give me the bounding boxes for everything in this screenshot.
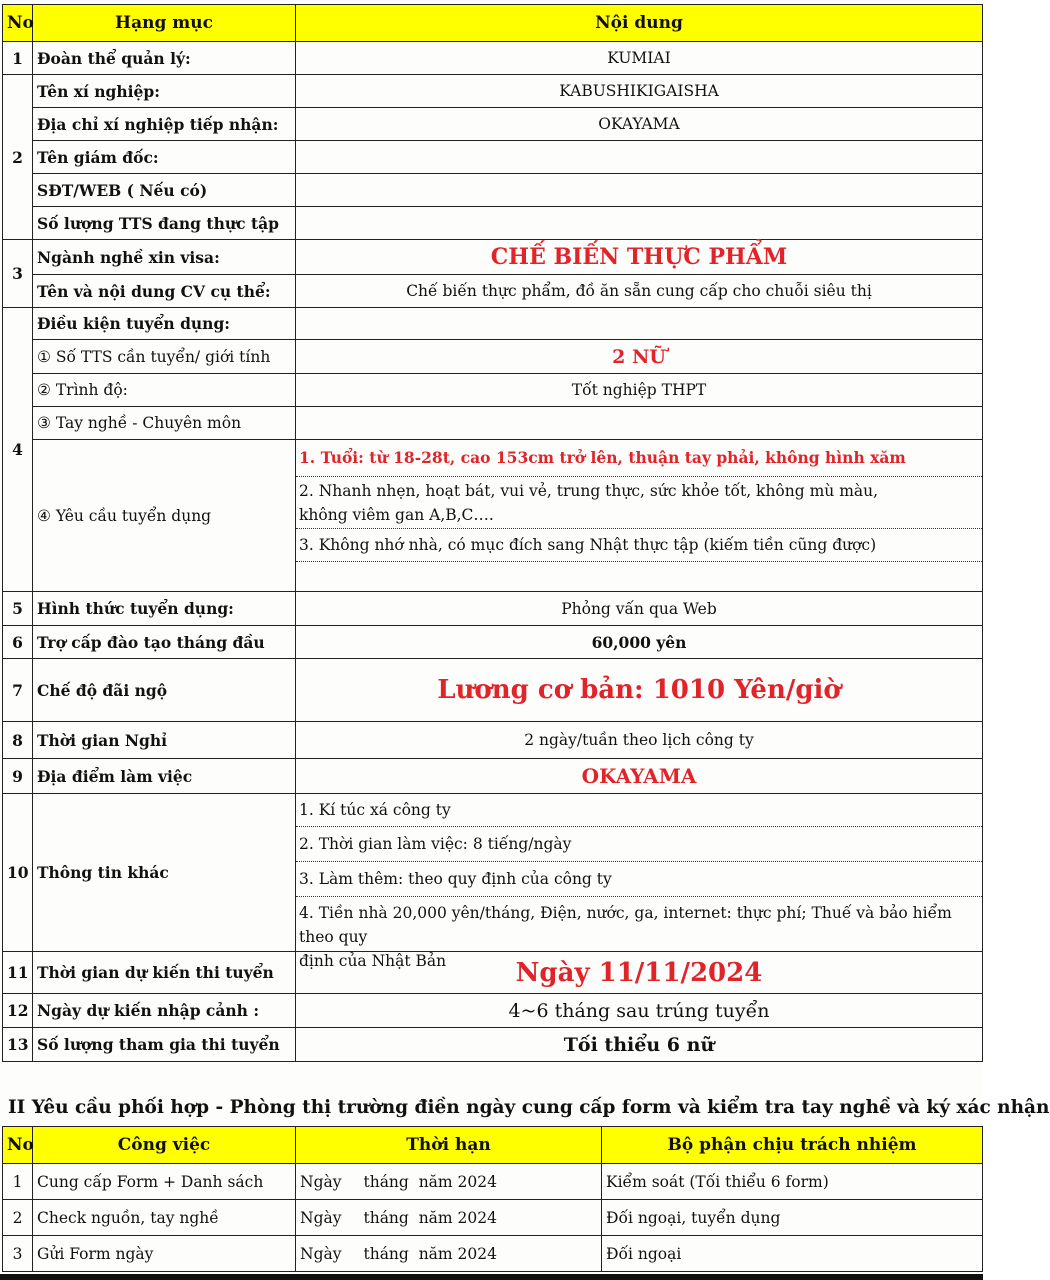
row-number: 1 bbox=[3, 42, 33, 75]
table-row bbox=[3, 308, 983, 340]
row-label: Địa điểm làm việc bbox=[33, 759, 296, 794]
row-label: Chế độ đãi ngộ bbox=[33, 659, 296, 722]
requirement-line: 1. Tuổi: từ 18-28t, cao 153cm trở lên, thuận tay phải, không hình xăm bbox=[296, 440, 982, 477]
coordination-table bbox=[2, 1126, 983, 1272]
row-number: 5 bbox=[3, 592, 33, 626]
requirement-line bbox=[296, 477, 982, 529]
row-value: KABUSHIKIGAISHA bbox=[296, 75, 983, 108]
row-number: 4 bbox=[3, 308, 33, 592]
table-row bbox=[3, 952, 983, 994]
header-department: Bộ phận chịu trách nhiệm bbox=[602, 1127, 983, 1164]
table-row bbox=[3, 722, 983, 759]
table-row bbox=[3, 207, 983, 240]
row-label: ① Số TTS cần tuyển/ giới tính bbox=[33, 340, 296, 374]
header-no: No bbox=[3, 1127, 33, 1164]
table-header-row bbox=[3, 1127, 983, 1164]
row-value: Phỏng vấn qua Web bbox=[296, 592, 983, 626]
year-label: năm 2024 bbox=[418, 1172, 497, 1191]
table-row bbox=[3, 240, 983, 275]
header-content: Nội dung bbox=[296, 5, 983, 42]
workplace-value: OKAYAMA bbox=[296, 759, 983, 794]
row-value bbox=[296, 207, 983, 240]
table-row bbox=[3, 407, 983, 440]
row-value bbox=[296, 407, 983, 440]
visa-occupation-value: CHẾ BIẾN THỰC PHẨM bbox=[296, 240, 983, 275]
row-number: 6 bbox=[3, 626, 33, 659]
row-label: Đoàn thể quản lý: bbox=[33, 42, 296, 75]
table-header-row bbox=[3, 5, 983, 42]
info-text: định của Nhật Bản bbox=[299, 952, 447, 970]
row-number: 1 bbox=[3, 1164, 33, 1200]
table-row bbox=[3, 1236, 983, 1272]
info-line: 2. Thời gian làm việc: 8 tiếng/ngày bbox=[296, 827, 982, 862]
row-label: Ngành nghề xin visa: bbox=[33, 240, 296, 275]
row-value: 4~6 tháng sau trúng tuyển bbox=[296, 994, 983, 1028]
row-number: 2 bbox=[3, 1200, 33, 1236]
requirement-text: 2. Nhanh nhẹn, hoạt bát, vui vẻ, trung thực, sức khỏe tốt, không mù màu, bbox=[299, 482, 879, 500]
exam-date-value: Ngày 11/11/2024 bbox=[296, 952, 983, 994]
section-2-title: II Yêu cầu phối hợp - Phòng thị trường điền ngày cung cấp form và kiểm tra tay nghề và ký xác nhận bbox=[8, 1097, 1050, 1118]
table-row bbox=[3, 794, 983, 952]
info-line: 3. Làm thêm: theo quy định của công ty bbox=[296, 862, 982, 897]
row-value: Tốt nghiệp THPT bbox=[296, 374, 983, 407]
day-label: Ngày bbox=[300, 1208, 342, 1227]
other-info-cell bbox=[296, 794, 983, 970]
row-label: Số lượng TTS đang thực tập bbox=[33, 207, 296, 240]
row-number: 2 bbox=[3, 75, 33, 240]
info-line bbox=[296, 897, 982, 970]
salary-value: Lương cơ bản: 1010 Yên/giờ bbox=[296, 659, 983, 722]
table-row bbox=[3, 592, 983, 626]
month-label: tháng bbox=[363, 1172, 409, 1191]
row-value: 2 ngày/tuần theo lịch công ty bbox=[296, 722, 983, 759]
header-no: No bbox=[3, 5, 33, 42]
deadline-cell bbox=[296, 1236, 602, 1272]
row-label: Hình thức tuyển dụng: bbox=[33, 592, 296, 626]
row-value: KUMIAI bbox=[296, 42, 983, 75]
department-cell: Kiểm soát (Tối thiểu 6 form) bbox=[602, 1164, 983, 1200]
table-row bbox=[3, 374, 983, 407]
row-number: 13 bbox=[3, 1028, 33, 1062]
info-text: 4. Tiền nhà 20,000 yên/tháng, Điện, nước, ga, internet: thực phí; Thuế và bảo hiểm theo quy bbox=[299, 904, 952, 946]
row-value bbox=[296, 141, 983, 174]
table-row bbox=[3, 42, 983, 75]
row-label: ③ Tay nghề - Chuyên môn bbox=[33, 407, 296, 440]
header-task: Công việc bbox=[33, 1127, 296, 1164]
trainee-count-value: 2 NỮ bbox=[296, 340, 983, 374]
month-label: tháng bbox=[363, 1244, 409, 1263]
row-number: 9 bbox=[3, 759, 33, 794]
row-value bbox=[296, 308, 983, 340]
table-row bbox=[3, 108, 983, 141]
table-row bbox=[3, 141, 983, 174]
table-row bbox=[3, 659, 983, 722]
department-cell: Đối ngoại, tuyển dụng bbox=[602, 1200, 983, 1236]
table-row bbox=[3, 340, 983, 374]
bottom-edge-bar bbox=[0, 1274, 983, 1280]
month-label: tháng bbox=[363, 1208, 409, 1227]
requirement-line: 3. Không nhớ nhà, có mục đích sang Nhật thực tập (kiếm tiền cũng được) bbox=[296, 529, 982, 562]
row-number: 3 bbox=[3, 1236, 33, 1272]
row-label: Thời gian dự kiến thi tuyển bbox=[33, 952, 296, 994]
row-label: ④ Yêu cầu tuyển dụng bbox=[33, 440, 296, 592]
requirement-text: không viêm gan A,B,C…. bbox=[299, 506, 494, 524]
row-value: Chế biến thực phẩm, đồ ăn sẵn cung cấp cho chuỗi siêu thị bbox=[296, 275, 983, 308]
table-row bbox=[3, 174, 983, 207]
row-number: 12 bbox=[3, 994, 33, 1028]
row-label: Ngày dự kiến nhập cảnh : bbox=[33, 994, 296, 1028]
row-value: Tối thiểu 6 nữ bbox=[296, 1028, 983, 1062]
row-label: ② Trình độ: bbox=[33, 374, 296, 407]
requirements-cell bbox=[296, 440, 983, 592]
table-row bbox=[3, 1164, 983, 1200]
table-row bbox=[3, 1028, 983, 1062]
row-label: Địa chỉ xí nghiệp tiếp nhận: bbox=[33, 108, 296, 141]
header-deadline: Thời hạn bbox=[296, 1127, 602, 1164]
row-label: SĐT/WEB ( Nếu có) bbox=[33, 174, 296, 207]
header-item: Hạng mục bbox=[33, 5, 296, 42]
row-number: 3 bbox=[3, 240, 33, 308]
day-label: Ngày bbox=[300, 1172, 342, 1191]
row-label: Tên giám đốc: bbox=[33, 141, 296, 174]
year-label: năm 2024 bbox=[418, 1208, 497, 1227]
table-row bbox=[3, 994, 983, 1028]
row-label: Tên và nội dung CV cụ thể: bbox=[33, 275, 296, 308]
row-value: OKAYAMA bbox=[296, 108, 983, 141]
year-label: năm 2024 bbox=[418, 1244, 497, 1263]
table-row bbox=[3, 626, 983, 659]
row-label: Trợ cấp đào tạo tháng đầu bbox=[33, 626, 296, 659]
table-row bbox=[3, 759, 983, 794]
row-number: 7 bbox=[3, 659, 33, 722]
task-cell: Gửi Form ngày bbox=[33, 1236, 296, 1272]
row-label: Thông tin khác bbox=[33, 794, 296, 952]
row-label: Số lượng tham gia thi tuyển bbox=[33, 1028, 296, 1062]
row-label: Tên xí nghiệp: bbox=[33, 75, 296, 108]
row-label: Thời gian Nghỉ bbox=[33, 722, 296, 759]
recruitment-info-table bbox=[2, 4, 983, 1062]
row-number: 11 bbox=[3, 952, 33, 994]
table-row bbox=[3, 75, 983, 108]
table-row bbox=[3, 440, 983, 592]
department-cell: Đối ngoại bbox=[602, 1236, 983, 1272]
row-number: 10 bbox=[3, 794, 33, 952]
row-value: 60,000 yên bbox=[296, 626, 983, 659]
deadline-cell bbox=[296, 1164, 602, 1200]
deadline-cell bbox=[296, 1200, 602, 1236]
row-number: 8 bbox=[3, 722, 33, 759]
row-label: Điều kiện tuyển dụng: bbox=[33, 308, 296, 340]
row-value bbox=[296, 174, 983, 207]
table-row bbox=[3, 275, 983, 308]
table-row bbox=[3, 1200, 983, 1236]
info-line: 1. Kí túc xá công ty bbox=[296, 794, 982, 827]
day-label: Ngày bbox=[300, 1244, 342, 1263]
task-cell: Check nguồn, tay nghề bbox=[33, 1200, 296, 1236]
task-cell: Cung cấp Form + Danh sách bbox=[33, 1164, 296, 1200]
